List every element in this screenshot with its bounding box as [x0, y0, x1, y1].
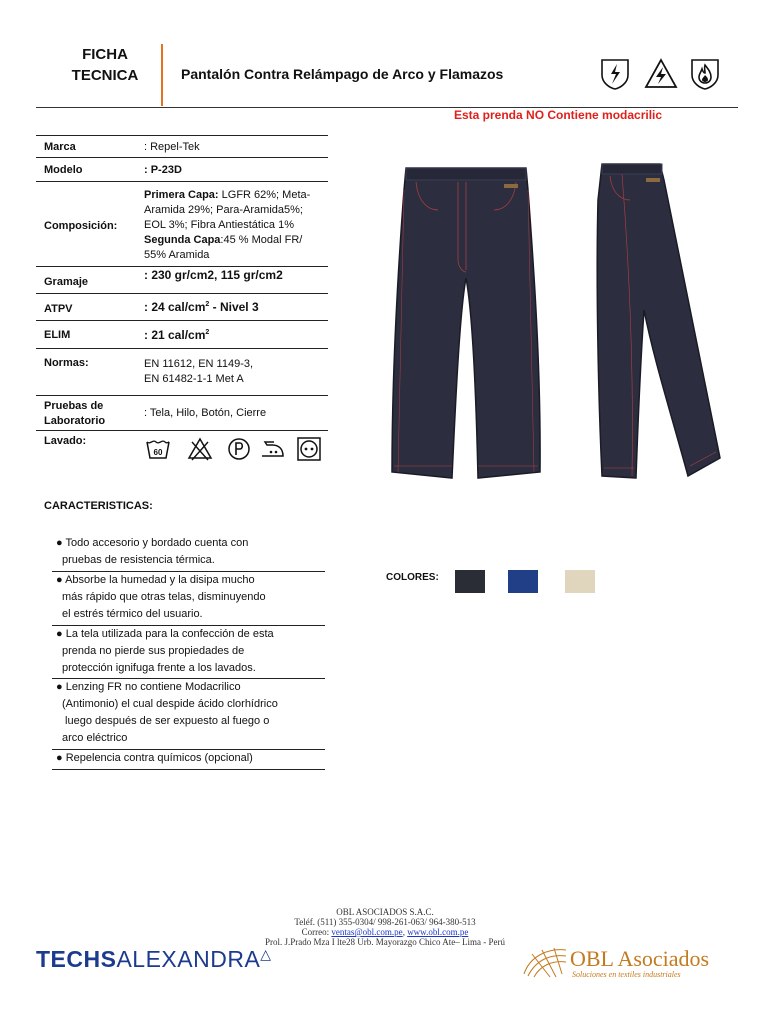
primera-capa-label: Primera Capa: — [144, 189, 219, 201]
feature-line: protección ignifuga frente a los lavados. — [62, 662, 256, 674]
techs-logo-bold: TECHS — [36, 946, 117, 972]
feature-line: ● Absorbe la humedad y la disipa mucho — [56, 574, 255, 586]
table-rule — [36, 157, 328, 158]
ficha-line-2: TECNICA — [71, 67, 139, 84]
modelo-label: Modelo — [44, 164, 83, 176]
pruebas-label-line-1: Pruebas de — [44, 400, 104, 412]
company-email-line — [200, 927, 570, 937]
iron-medium-icon — [259, 436, 285, 462]
modelo-value: : P-23D — [144, 164, 182, 176]
elim-label: ELIM — [44, 329, 71, 341]
link-separator: , — [402, 927, 408, 937]
color-swatch-beige — [565, 570, 595, 593]
ficha-line-1: FICHA — [82, 46, 128, 63]
dry-clean-p-icon — [226, 436, 252, 462]
ficha-tecnica-label — [60, 44, 150, 86]
pruebas-label-line-2: Laboratorio — [44, 415, 106, 427]
company-address: Prol. J.Prado Mza I lte28 Urb. Mayorazgo Chico Ate– Lima - Perú — [265, 937, 505, 947]
composicion-value — [144, 188, 328, 263]
modacrylic-warning: Esta prenda NO Contiene modacrilic — [454, 108, 663, 122]
primera-capa-line-1: LGFR 62%; Meta- — [218, 189, 311, 201]
flame-mark-icon: △ — [260, 946, 272, 962]
list-item — [56, 679, 324, 747]
table-rule — [36, 430, 328, 431]
elim-value-text: : 21 cal/cm — [144, 328, 206, 342]
marca-label: Marca — [44, 141, 76, 153]
atpv-level: - Nivel 3 — [209, 300, 259, 314]
atpv-value — [144, 297, 259, 315]
characteristics-title: CARACTERISTICAS: — [44, 500, 153, 512]
feature-line: ● Todo accesorio y bordado cuenta con — [56, 537, 249, 549]
list-item — [56, 750, 324, 767]
lavado-label: Lavado: — [44, 435, 87, 447]
color-swatch-blue — [508, 570, 538, 593]
elim-superscript: 2 — [205, 329, 210, 336]
feature-line: ● La tela utilizada para la confección de esta — [56, 628, 274, 640]
feature-line: el estrés térmico del usuario. — [62, 608, 203, 620]
color-swatch-navy — [455, 570, 485, 593]
list-item — [56, 626, 324, 677]
no-bleach-icon — [187, 436, 213, 462]
electric-arc-shield-icon — [598, 57, 632, 91]
wash-temperature: 60 — [153, 448, 163, 457]
pruebas-label — [44, 399, 105, 429]
high-voltage-triangle-icon — [644, 57, 678, 91]
normas-line-2: EN 61482-1-1 Met A — [144, 373, 244, 385]
feature-line: prenda no pierde sus propiedades de — [62, 645, 245, 657]
obl-asociados-logo: OBL Asociados — [570, 946, 710, 971]
elim-value — [144, 325, 209, 343]
table-rule — [36, 348, 328, 349]
table-rule — [36, 181, 328, 182]
table-rule — [36, 135, 328, 136]
segunda-capa-line-1: :45 % Modal FR/ — [220, 234, 303, 246]
normas-line-1: EN 11612, EN 1149-3, — [144, 358, 254, 370]
feature-line: más rápido que otras telas, disminuyendo — [62, 591, 266, 603]
atpv-superscript: 2 — [205, 301, 210, 308]
table-rule — [36, 320, 328, 321]
gramaje-label: Gramaje — [44, 276, 89, 288]
segunda-capa-line-2: 55% Aramida — [144, 249, 210, 261]
feature-line: ● Lenzing FR no contiene Modacrilico — [56, 681, 241, 693]
list-item — [56, 572, 324, 623]
primera-capa-line-2: Aramida 29%; Para-Aramida5%; — [144, 204, 303, 216]
table-rule — [36, 293, 328, 294]
company-contact — [200, 907, 570, 947]
colors-label: COLORES: — [386, 572, 439, 583]
pruebas-value: : Tela, Hilo, Botón, Cierre — [144, 407, 267, 419]
gramaje-value: : 230 gr/cm2, 115 gr/cm2 — [144, 268, 283, 282]
feature-line: arco eléctrico — [62, 732, 128, 744]
techs-alexandra-logo — [36, 946, 272, 973]
tumble-dry-icon — [296, 436, 322, 462]
normas-label: Normas: — [44, 357, 89, 369]
globe-grid-icon — [520, 944, 568, 978]
feature-rule — [52, 769, 325, 770]
email-link[interactable]: ventas@obl.com.pe — [331, 927, 403, 937]
wash-60-icon — [145, 436, 171, 462]
feature-line: luego después de ser expuesto al fuego o — [62, 715, 270, 727]
company-phone: Teléf. (511) 355-0304/ 998-261-063/ 964-380-513 — [294, 917, 476, 927]
flame-shield-icon — [688, 57, 722, 91]
composicion-label: Composición: — [44, 220, 118, 232]
feature-line: pruebas de resistencia térmica. — [62, 554, 215, 566]
table-rule — [36, 395, 328, 396]
feature-line: ● Repelencia contra químicos (opcional) — [56, 752, 253, 764]
list-item — [56, 535, 324, 569]
atpv-value-text: : 24 cal/cm — [144, 300, 206, 314]
normas-value — [144, 357, 253, 387]
table-rule — [36, 266, 328, 267]
website-link[interactable]: www.obl.com.pe — [407, 927, 469, 937]
pants-front-view — [386, 160, 546, 486]
pants-side-body — [597, 164, 720, 478]
email-label: Correo: — [301, 927, 332, 937]
feature-line: (Antimonio) el cual despide ácido clorhídrico — [62, 698, 278, 710]
atpv-label: ATPV — [44, 303, 73, 315]
segunda-capa-label: Segunda Capa — [144, 234, 221, 246]
pants-side-view — [588, 160, 724, 486]
document-title: Pantalón Contra Relámpago de Arco y Flamazos — [181, 66, 504, 82]
obl-tagline: Soluciones en textiles industriales — [572, 970, 681, 979]
marca-value: : Repel-Tek — [144, 141, 200, 153]
header-divider — [161, 44, 163, 106]
techs-logo-rest: ALEXANDRA — [116, 946, 261, 972]
company-name: OBL ASOCIADOS S.A.C. — [336, 907, 434, 917]
primera-capa-line-3: EOL 3%; Fibra Antiestática 1% — [144, 219, 294, 231]
